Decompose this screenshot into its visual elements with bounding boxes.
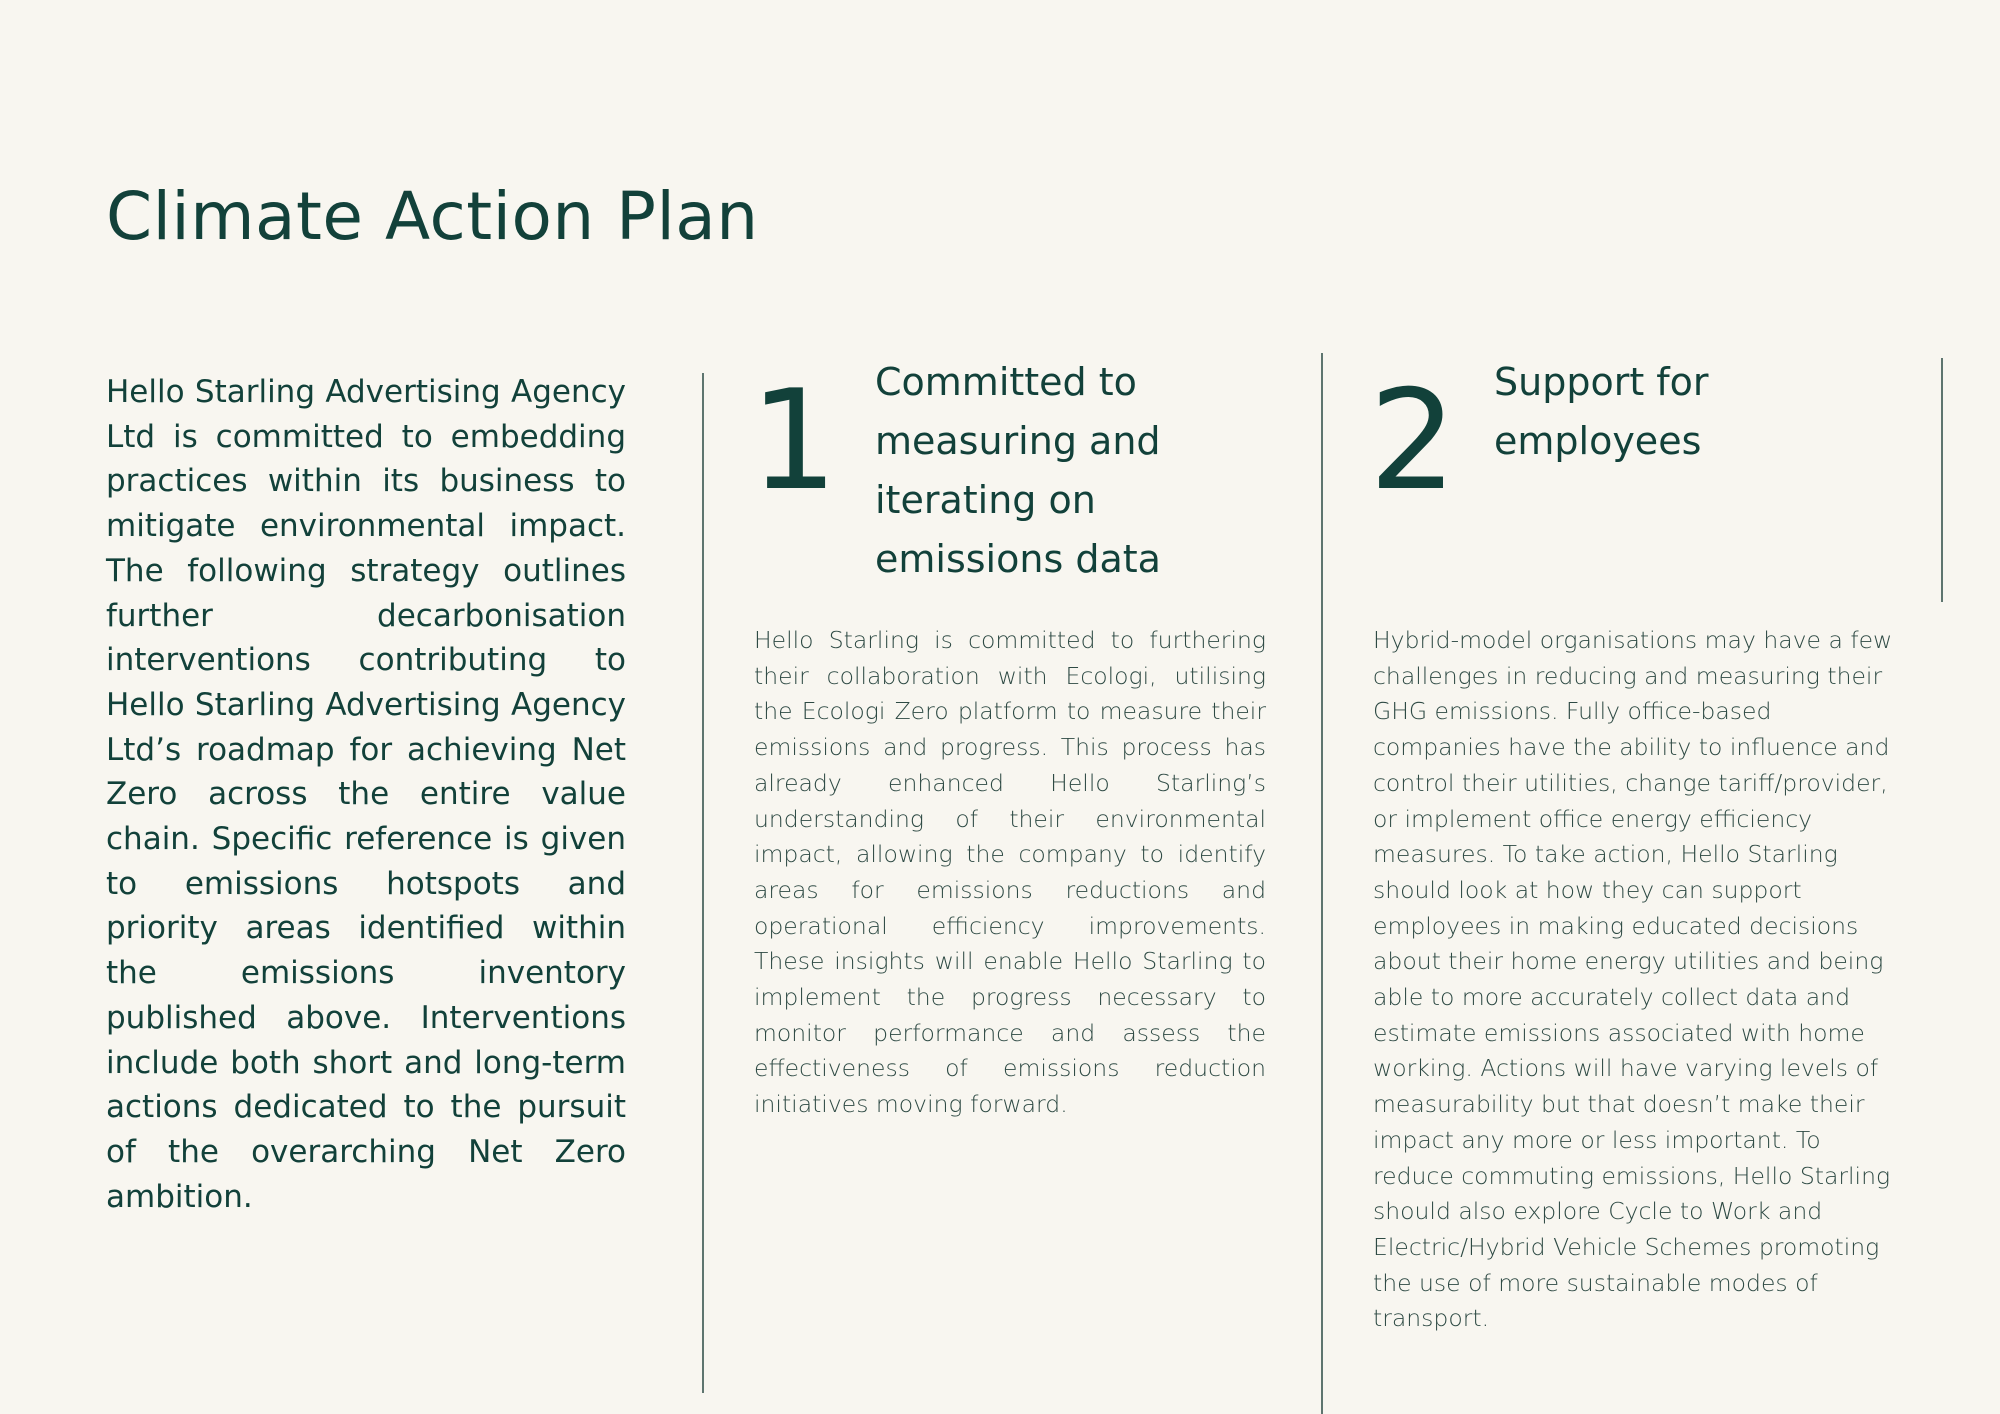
section-2-heading: Support for employees	[1494, 360, 1709, 463]
section-1-number: 1	[750, 360, 838, 521]
section-1-heading: Committed to measuring and iterating on emissions data	[875, 360, 1161, 581]
column-divider	[1321, 353, 1323, 1414]
section-2-body: Hybrid-model organisations may have a few challenges in reducing and measuring their GHG emissions. Fully office-based companies have the ability to influence and control their utilities, change tariff/provider, or implement office energy efficiency measures. To take action, Hello Starling should look at how they can support employees in making educated decisions about their home energy utilities and being able to more accurately collect data and estimate emissions associated with home working. Actions will have varying levels of measurability but that doesn’t make their impact any more or less important. To reduce commuting emissions, Hello Starling should also explore Cycle to Work and Electric/Hybrid Vehicle Schemes promoting the use of more sustainable modes of transport.	[1373, 626, 1893, 1333]
page-title: Climate Action Plan	[106, 178, 759, 255]
intro-paragraph: Hello Starling Advertising Agency Ltd is committed to embedding practices within its business to mitigate environmental impact. The following strategy outlines further decarbonisation interventions contributing to Hello Starling Advertising Agency Ltd’s roadmap for achieving Net Zero across the entire value chain. Specific reference is given to emissions hotspots and priority areas identified within the emissions inventory published above. Interventions include both short and long-term actions dedicated to the pursuit of the overarching Net Zero ambition.	[106, 374, 626, 1215]
column-divider	[702, 373, 704, 1393]
section-1-body: Hello Starling is committed to furthering their collaboration with Ecologi, utilising the Ecologi Zero platform to measure their emissions and progress. This process has already enhanced Hello Starling’s understanding of their environmental impact, allowing the company to identify areas for emissions reductions and operational efficiency improvements. These insights will enable Hello Starling to implement the progress necessary to monitor performance and assess the effectiveness of emissions reduction initiatives moving forward.	[754, 626, 1266, 1119]
section-2-number: 2	[1369, 360, 1457, 521]
column-divider	[1941, 358, 1943, 602]
